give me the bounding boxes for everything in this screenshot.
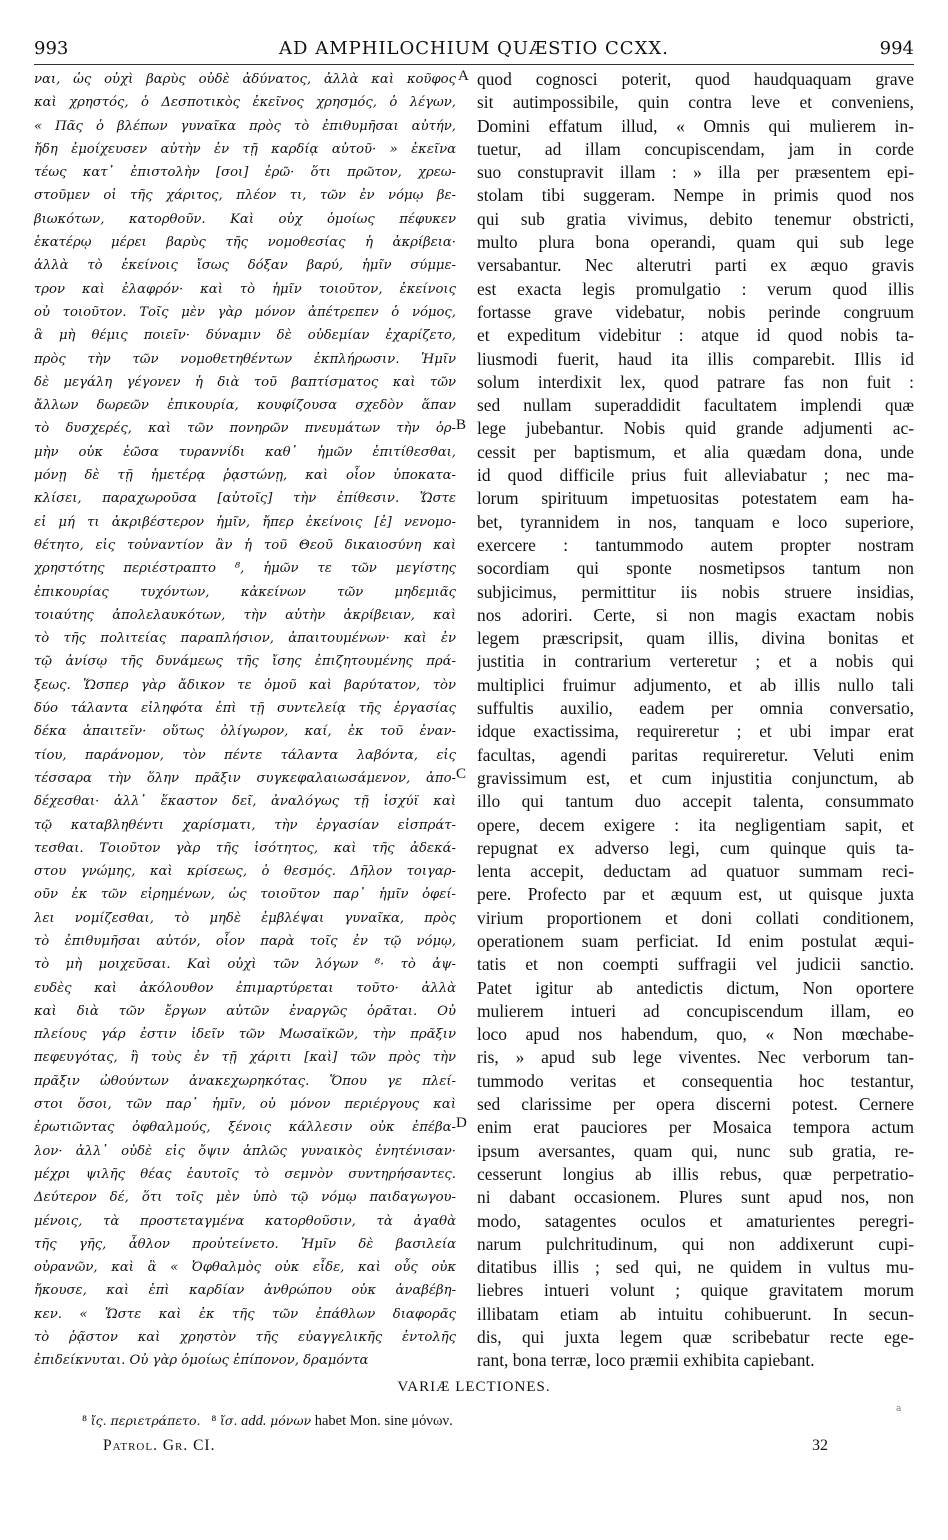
page-number-right: 994 (879, 38, 914, 59)
latin-line: suffultis auxilio, eadem per omnia conversatio, (477, 698, 914, 719)
greek-line: τέως κατ᾽ ἐπιστολὴν [σοι] ἐρῶ· ὅτι πρῶτον, χρεω- (34, 165, 456, 181)
greek-line: ἃ μὴ θέμις ποιεῖν· δύναμιν δὲ οὐδεμίαν ἐχαρίζετο, (34, 328, 456, 344)
stray-mark: a (896, 1404, 902, 1414)
latin-line: liebres intueri volunt ; quique gravitatem morum (477, 1280, 914, 1301)
greek-line: πρᾶξιν ὠθούντων ἀνακεχωρηκότας. Ὅπου γε πλεί- (34, 1073, 456, 1089)
latin-line: tuetur, ad illam concupiscendam, jam in corde (477, 138, 914, 159)
footnote-rest: habet Mon. (314, 1413, 381, 1429)
latin-line: idque exactissima, requireretur ; et ubi impar erat (477, 721, 914, 742)
greek-line: καὶ χρηστός, ὁ Δεσποτικὸς ἐκεῖνος χρησμός, ὁ λέγων, (34, 95, 456, 111)
latin-line: sed clarissime per opera discerni potest. Cernere (477, 1094, 914, 1115)
greek-line: ἐρωτιῶντας ὀφθαλμούς, ξένοις κάλλεσιν οὐκ ἐπέβα- (34, 1120, 456, 1136)
greek-line: δέκα ἀπαιτεῖν· οὕτως ὀλίγωρον, καί, ἐκ τοῦ ἐναν- (34, 724, 456, 740)
greek-line: λον· ἀλλ᾽ οὐδὲ εἰς ὄψιν ἁπλῶς γυναικὸς ἐνητένισαν· (34, 1143, 456, 1159)
greek-line: ευδὲς καὶ ἀκόλουθον ἐπιμαρτύρεται τοῦτο· ἀλλὰ (34, 980, 456, 996)
latin-line: rant, bona terræ, loco præmii exhibita capiebant. (477, 1350, 815, 1371)
latin-line: operationem suam perficiat. Id enim postulat æqui- (477, 930, 914, 951)
footer-source: Patrol. Gr. CI. (103, 1437, 216, 1454)
greek-line: λει νομίζεσθαι, τὸ μηδὲ ἐμβλέψαι γυναῖκα, πρὸς (34, 910, 456, 926)
greek-line: δὲ μεγάλη γέγονεν ἡ διὰ τοῦ βαπτίσματος καὶ τῶν (34, 374, 456, 390)
latin-line: ipsum aversantes, quam qui, nunc sub gratia, re- (477, 1140, 914, 1161)
greek-line: « Πᾶς ὁ βλέπων γυναῖκα πρὸς τὸ ἐπιθυμῆσαι αὐτήν, (34, 118, 456, 134)
latin-line: tatis et non coempti suffragii vel judicii sanctio. (477, 954, 914, 975)
greek-line: μέχρι ψιλῆς θέας ἑαυτοῖς τὸ σεμνὸν συντηρήσαντες. (34, 1166, 456, 1182)
greek-line: χρηστότης περιέστραπτο ⁸, ἡμῶν τε τῶν μεγίστης (34, 561, 456, 577)
latin-line: suo constupravit illam : » illa per præsentem epi- (477, 162, 914, 183)
greek-line: τέσσαρα τὴν ὅλην πρᾶξιν συγκεφαλαιωσάμενον, ἀπο- (34, 770, 456, 786)
greek-line: θέτητο, εἰς τοὐναντίον ἂν ἡ τοῦ Θεοῦ δικαιοσύνη καὶ (34, 537, 456, 553)
greek-line: δέχεσθαι· ἀλλ᾽ ἕκαστον δεῖ, ἀναλόγως τῇ ἰσχύϊ καὶ (34, 794, 456, 810)
greek-line: δύο τάλαντα εἰληφότα ἐπὶ τῇ συντελείᾳ τῆς ἐργασίας (34, 701, 456, 717)
latin-line: ris, » apud sub lege viventes. Nec verborum tan- (477, 1047, 914, 1068)
greek-line: τίου, παράνομον, τὸν πέντε τάλαντα λαβόντα, εἰς (34, 747, 456, 763)
greek-line: τοιαύτης ἀπολελαυκότων, τὴν αὐτὴν ἀκρίβειαν, καὶ (34, 607, 456, 623)
greek-line: τὸ δυσχερές, καὶ τῶν πονηρῶν πνευμάτων τὴν ὁρ- (34, 421, 456, 437)
greek-line: μένοις, τὰ προστεταγμένα κατορθοῦσιν, τὰ ἀγαθὰ (34, 1213, 456, 1229)
greek-line: πλείους γάρ ἐστιν ἰδεῖν τῶν Μωσαϊκῶν, τὴν πρᾶξιν (34, 1027, 456, 1043)
latin-line: bet, tyrannidem in nos, tanquam e loco superiore, (477, 511, 914, 532)
latin-line: sed nullam superaddidit facultatem implendi quæ (477, 395, 914, 416)
latin-line: lenta accepit, deductam ad quatuor summam reci- (477, 861, 914, 882)
greek-line: ἐπικουρίας τυχόντων, κἀκείνων τῶν μηδεμιᾶς (34, 584, 456, 600)
latin-line: narum pulchritudinum, qui non addixerunt cupi- (477, 1233, 914, 1254)
greek-line: ναι, ὡς οὐχὶ βαρὺς οὐδὲ ἀδύνατος, ἀλλὰ καὶ κοῦφος (34, 72, 456, 87)
latin-line: repugnat ex adverso legi, cum quinque quis ta- (477, 837, 914, 858)
footnote-text-2: ἴσ. (220, 1413, 238, 1428)
latin-line: enim erat pauciores per Mosaica tempora actum (477, 1117, 914, 1138)
latin-line: Patet igitur ab antedictis dictum, Non oportere (477, 977, 914, 998)
latin-line: ni dabant occasionem. Plures sunt apud nos, non (477, 1187, 914, 1208)
greek-line: Δεύτερον δέ, ὅτι τοῖς μὲν ὑπὸ τῷ νόμῳ παιδαγωγου- (34, 1190, 456, 1206)
latin-line: stolam tibi suggeram. Nempe in primis quod nos (477, 185, 914, 206)
latin-text-column (477, 68, 914, 1373)
greek-text-column (34, 68, 456, 1373)
greek-line: στοι ὅσοι, τῶν παρ᾽ ἡμῖν, οὐ μόνον περιέργους καὶ (34, 1097, 456, 1113)
section-marker-b: B (456, 417, 467, 433)
latin-line: dis, qui juxta legem quæ scribebatur recte ege- (477, 1327, 914, 1348)
section-marker-a: A (458, 68, 469, 84)
latin-line: exercere : tantummodo autem propter nostram (477, 534, 914, 555)
latin-line: ditatibus illis ; sed qui, ne quidem in vultus mu- (477, 1257, 914, 1278)
greek-line: οὐ τοιοῦτον. Τοῖς μὲν γὰρ μόνον ἀπέτρεπεν ὁ νόμος, (34, 304, 456, 320)
footnote-sine: sine μόνων. (384, 1413, 453, 1429)
greek-line: οῦν ἐκ τῶν εἰρημένων, ὡς τοιοῦτον παρ᾽ ἡμῖν ὀφεί- (34, 887, 456, 903)
greek-line: πεφευγότας, ἢ τοὺς ἐν τῇ χάριτι [καὶ] τῶν πρὸς τὴν (34, 1050, 456, 1066)
greek-line: ἤκουσε, καὶ ἐπὶ καρδίαν ἀνθρώπου οὐκ ἀναβέβη- (34, 1283, 456, 1299)
latin-line: fortasse grave videbatur, nobis perinde congruum (477, 301, 914, 322)
greek-line: ἀλλὰ τὸ ἐκείνοις ἴσως δόξαν βαρύ, ἡμῖν σύμμε- (34, 258, 456, 274)
latin-line: est exacta legis promulgatio : verum quod illis (477, 278, 914, 299)
latin-line: loco apud nos habendum, quo, « Non mœchabe- (477, 1024, 914, 1045)
greek-line: τὸ τῆς πολιτείας παραπλήσιον, ἀπαιτουμένων· καὶ ἐν (34, 631, 456, 647)
latin-line: cessit per baptismum, et alia quædam dona, unde (477, 441, 914, 462)
footnote-text-1: ἴς. περιετράπετο. (90, 1413, 201, 1428)
latin-line: sit autimpossibile, quin contra leve et conveniens, (477, 92, 914, 113)
page-header (0, 34, 948, 64)
latin-line: multo plura bona operandi, quam qui sub lege (477, 232, 914, 253)
greek-line: τῷ ἀνίσῳ τῆς δυνάμεως τῆς ἴσης ἐπιζητουμένης πρά- (34, 654, 456, 670)
section-marker-c: C (456, 766, 467, 782)
greek-line: οὐρανῶν, καὶ ἃ « Ὀφθαλμὸς οὐκ εἶδε, καὶ οὖς οὐκ (34, 1260, 456, 1276)
footnote-number-2: ⁸ (211, 1413, 217, 1429)
latin-line: opere, decem exigere : ita negligentiam sapit, et (477, 814, 914, 835)
latin-line: Domini effatum illud, « Omnis qui mulierem in- (477, 115, 914, 136)
latin-line: nos adoriri. Certe, si non magis exactam nobis (477, 604, 914, 625)
greek-line: ξεως. Ὥσπερ γὰρ ἄδικον τε ὁμοῦ καὶ βαρύτατον, τὸν (34, 677, 456, 693)
latin-line: id quod difficile prius fuit alleviabatur ; nec ma- (477, 465, 914, 486)
greek-line: ἑκατέρῳ μέρει βαρὺς τῆς νομοθεσίας ἡ ἀκρίβεια· (34, 235, 456, 251)
latin-line: lege jubebantur. Nobis quid grande adjumenti ac- (477, 418, 914, 439)
latin-line: gravissimum est, et cum injustitia conjunctum, ab (477, 767, 914, 788)
latin-line: facultas, agendi paritas requireretur. Veluti enim (477, 744, 914, 765)
latin-line: pere. Profecto par et æquum est, ut quisque juxta (477, 884, 914, 905)
latin-line: liusmodi fuerit, haud ita illis comparebit. Illis id (477, 348, 914, 369)
section-marker-d: D (456, 1115, 467, 1131)
greek-line: τῆς γῆς, ἆθλον προὐτείνετο. Ἡμῖν δὲ βασιλεία (34, 1236, 456, 1252)
greek-line: ἐπιδείκνυται. Οὐ γὰρ ὁμοίως ἐπίπονον, δραμόντα (34, 1353, 369, 1369)
header-rule (34, 64, 914, 65)
latin-line: quod cognosci poterit, quod haudquaquam grave (477, 69, 914, 89)
greek-line: στοῦμεν οἱ τῆς χάριτος, πλέον τι, τῶν ἐν νόμῳ βε- (34, 188, 456, 204)
greek-line: τὸ μὴ μοιχεῦσαι. Καὶ οὐχὶ τῶν λόγων ⁸· τὸ ἀψ- (34, 957, 456, 973)
latin-line: mulierem intueri ad concupiscendum illam, eo (477, 1000, 914, 1021)
greek-line: ἄλλων δωρεῶν ἐπικουρία, κουφίζουσα σχεδὸν ἅπαν (34, 398, 456, 414)
greek-line: στου γνώμης, καὶ κρίσεως, ὁ θεσμός. Δῆλον τοιγαρ- (34, 864, 456, 880)
greek-line: καὶ διὰ τῶν ἔργων αὐτῶν ἐναργῶς ὁρᾶται. Οὐ (34, 1003, 456, 1019)
greek-line: μὴν οὐκ ἐῶσα τυραννίδι καθ᾽ ἡμῶν ἐπιτίθεσθαι, (34, 444, 456, 460)
footnote-number-1: ⁸ (82, 1413, 88, 1429)
greek-line: μόνῃ δὲ τῇ ἡμετέρᾳ ῥᾳστώνῃ, καὶ οἷον ὑποκατα- (34, 468, 456, 484)
greek-line: τρον καὶ ἐλαφρόν· καὶ τὸ ἡμῖν τοιοῦτον, ἐκείνοις (34, 281, 456, 297)
latin-line: illibatam etiam ab intuitu cohibuerunt. In secun- (477, 1303, 914, 1324)
latin-line: versabantur. Nec alterutri parti ex æquo gravis (477, 255, 914, 276)
greek-line: τὸ ῥᾷστον καὶ χρηστὸν τῆς εὐαγγελικῆς ἐντολῆς (34, 1330, 456, 1346)
latin-line: modo, satagentes oculos et amaturientes peregri- (477, 1210, 914, 1231)
latin-line: subjicimus, permittitur iis nobis struere insidias, (477, 581, 914, 602)
footnote-line (82, 1413, 453, 1430)
footer-sheet-number: 32 (812, 1437, 828, 1454)
footnote-add: add. (241, 1413, 267, 1429)
latin-line: illo qui tantum duo accepit talenta, consummato (477, 791, 914, 812)
footnote-greek: μόνων (270, 1413, 312, 1428)
latin-line: cesserunt longius ab illis rebus, quæ perpetratio- (477, 1163, 914, 1184)
latin-line: solum interdixit lex, quod patrare fas non fuit : (477, 371, 914, 392)
latin-line: tummodo veritas et consequentia hoc testantur, (477, 1070, 914, 1091)
greek-line: κεν. « Ὥστε καὶ ἐκ τῆς τῶν ἐπάθλων διαφορᾶς (34, 1306, 456, 1322)
latin-line: legem præscripsit, quam illis, divina bonitas et (477, 628, 914, 649)
latin-line: lorum spirituum impetuositas potestatem eam ha- (477, 488, 914, 509)
greek-line: ἤδη ἐμοίχευσεν αὐτὴν ἐν τῇ καρδίᾳ αὐτοῦ· » ἐκεῖνα (34, 141, 456, 157)
latin-line: qui sub gratia vivimus, debito tenemur obstricti, (477, 208, 914, 229)
latin-line: socordiam qui sponte nosmetipsos tantum non (477, 558, 914, 579)
latin-line: virium proportionem et doni collati conditionem, (477, 907, 914, 928)
latin-line: et expeditum videbitur : atque id quod nobis ta- (477, 325, 914, 346)
running-title: AD AMPHILOCHIUM QUÆSTIO CCXX. (279, 38, 669, 59)
latin-line: multiplici fruimur adjumento, et ab illis nullo tali (477, 674, 914, 695)
variae-lectiones-heading: VARIÆ LECTIONES. (397, 1379, 551, 1395)
page-number-left: 993 (34, 38, 69, 59)
greek-line: πρὸς τὴν τῶν νομοθετηθέντων ἐκπλήρωσιν. Ἡμῖν (34, 351, 456, 367)
greek-line: τῷ καταβληθέντι χαρίσματι, τὴν ἐργασίαν εἰσπράτ- (34, 817, 456, 833)
greek-line: κλίσει, παραχωροῦσα [αὐτοῖς] τὴν ἐπίθεσιν. Ὥστε (34, 491, 456, 507)
greek-line: εἰ μή τι ἀκριβέστερον ἡμῖν, ἤπερ ἐκείνοις [ἐ] νενομο- (34, 514, 456, 530)
latin-line: justitia in contrarium verteretur ; et a nobis qui (477, 651, 914, 672)
greek-line: τὸ ἐπιθυμῆσαι αὐτόν, οἷον παρὰ τοῖς ἐν τῷ νόμῳ, (34, 933, 456, 949)
greek-line: βιωκότων, κατορθοῦν. Καὶ οὐχ ὁμοίως πέφυκεν (34, 211, 456, 227)
greek-line: τεσθαι. Τοιοῦτον γὰρ τῆς ἰσότητος, καὶ τῆς ἀδεκά- (34, 840, 456, 856)
